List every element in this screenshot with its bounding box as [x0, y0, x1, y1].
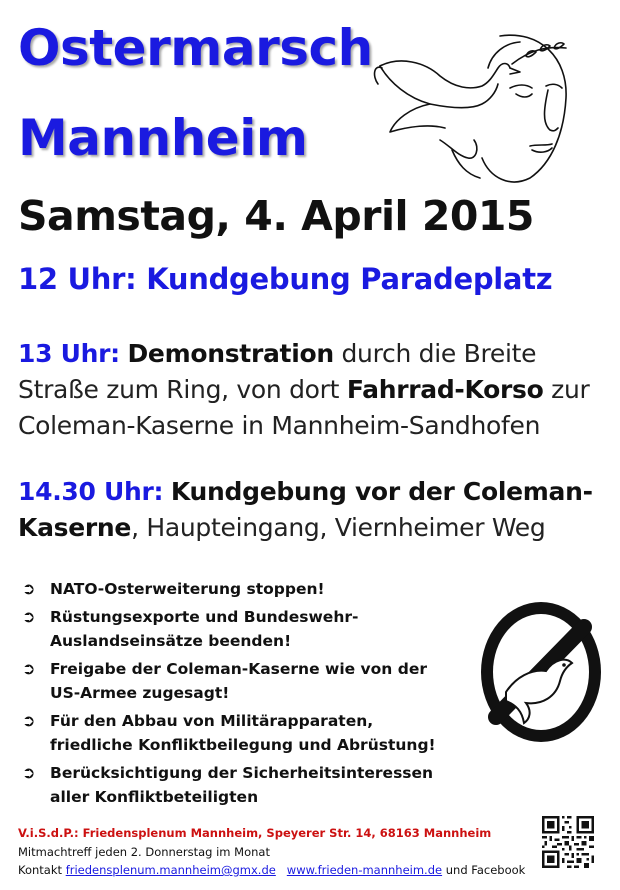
peace-dove-badge-icon [476, 597, 606, 747]
list-item: ➲ Freigabe der Coleman-Kaserne wie von der US-Armee zugesagt! [22, 659, 427, 702]
rally-coleman-paragraph [18, 474, 608, 546]
demo-text-2: zur Coleman-Kaserne in Mannheim-Sandhofen [18, 375, 590, 440]
contact-suffix: und Facebook [445, 863, 526, 877]
arrow-bullet-icon: ➲ [22, 763, 36, 782]
list-item: ➲ NATO-Osterweiterung stoppen! [22, 577, 452, 601]
dove-face-drawing-icon [370, 28, 570, 193]
qr-code-icon [542, 816, 594, 868]
demo-highlight: Demonstration [127, 339, 334, 368]
visdp-line: V.i.S.d.P.: Friedensplenum Mannheim, Speyerer Str. 14, 68163 Mannheim [18, 826, 492, 840]
rally-paradeplatz: 12 Uhr: Kundgebung Paradeplatz [18, 262, 553, 296]
demo-text-1: durch die Breite Straße zum Ring, von dort [18, 339, 537, 404]
arrow-bullet-icon: ➲ [22, 711, 36, 730]
arrow-bullet-icon: ➲ [22, 607, 36, 626]
website-link[interactable]: www.frieden-mannheim.de [286, 863, 443, 877]
list-item: ➲ Berücksichtigung der Sicherheitsinteressen aller Konfliktbeteiligten [22, 763, 434, 806]
arrow-bullet-icon: ➲ [22, 579, 36, 598]
demo-bike-highlight: Fahrrad-Korso [346, 375, 544, 404]
arrow-bullet-icon: ➲ [22, 659, 36, 678]
meeting-info: Mitmachtreff jeden 2. Donnerstag im Monat [18, 845, 270, 859]
rally2-highlight: Kundgebung vor der Coleman-Kaserne [18, 477, 593, 542]
contact-label: Kontakt [18, 863, 63, 877]
list-item: ➲ Für den Abbau von Militärapparaten, friedliche Konfliktbeilegung und Abrüstung! [22, 711, 436, 754]
title-line-1: Ostermarsch [18, 19, 373, 77]
list-item: ➲ Rüstungsexporte und Bundeswehr-Auslandseinsätze beenden! [22, 607, 359, 650]
demonstration-paragraph [18, 336, 608, 444]
event-date: Samstag, 4. April 2015 [18, 192, 534, 240]
demo-time: 13 Uhr: [18, 339, 120, 368]
title-line-2: Mannheim [18, 109, 308, 167]
rally2-time: 14.30 Uhr: [18, 477, 164, 506]
demands-list [22, 577, 452, 813]
email-link[interactable]: friedensplenum.mannheim@gmx.de [65, 863, 276, 877]
contact-line [18, 863, 525, 877]
rally2-text: , Haupteingang, Viernheimer Weg [131, 513, 546, 542]
